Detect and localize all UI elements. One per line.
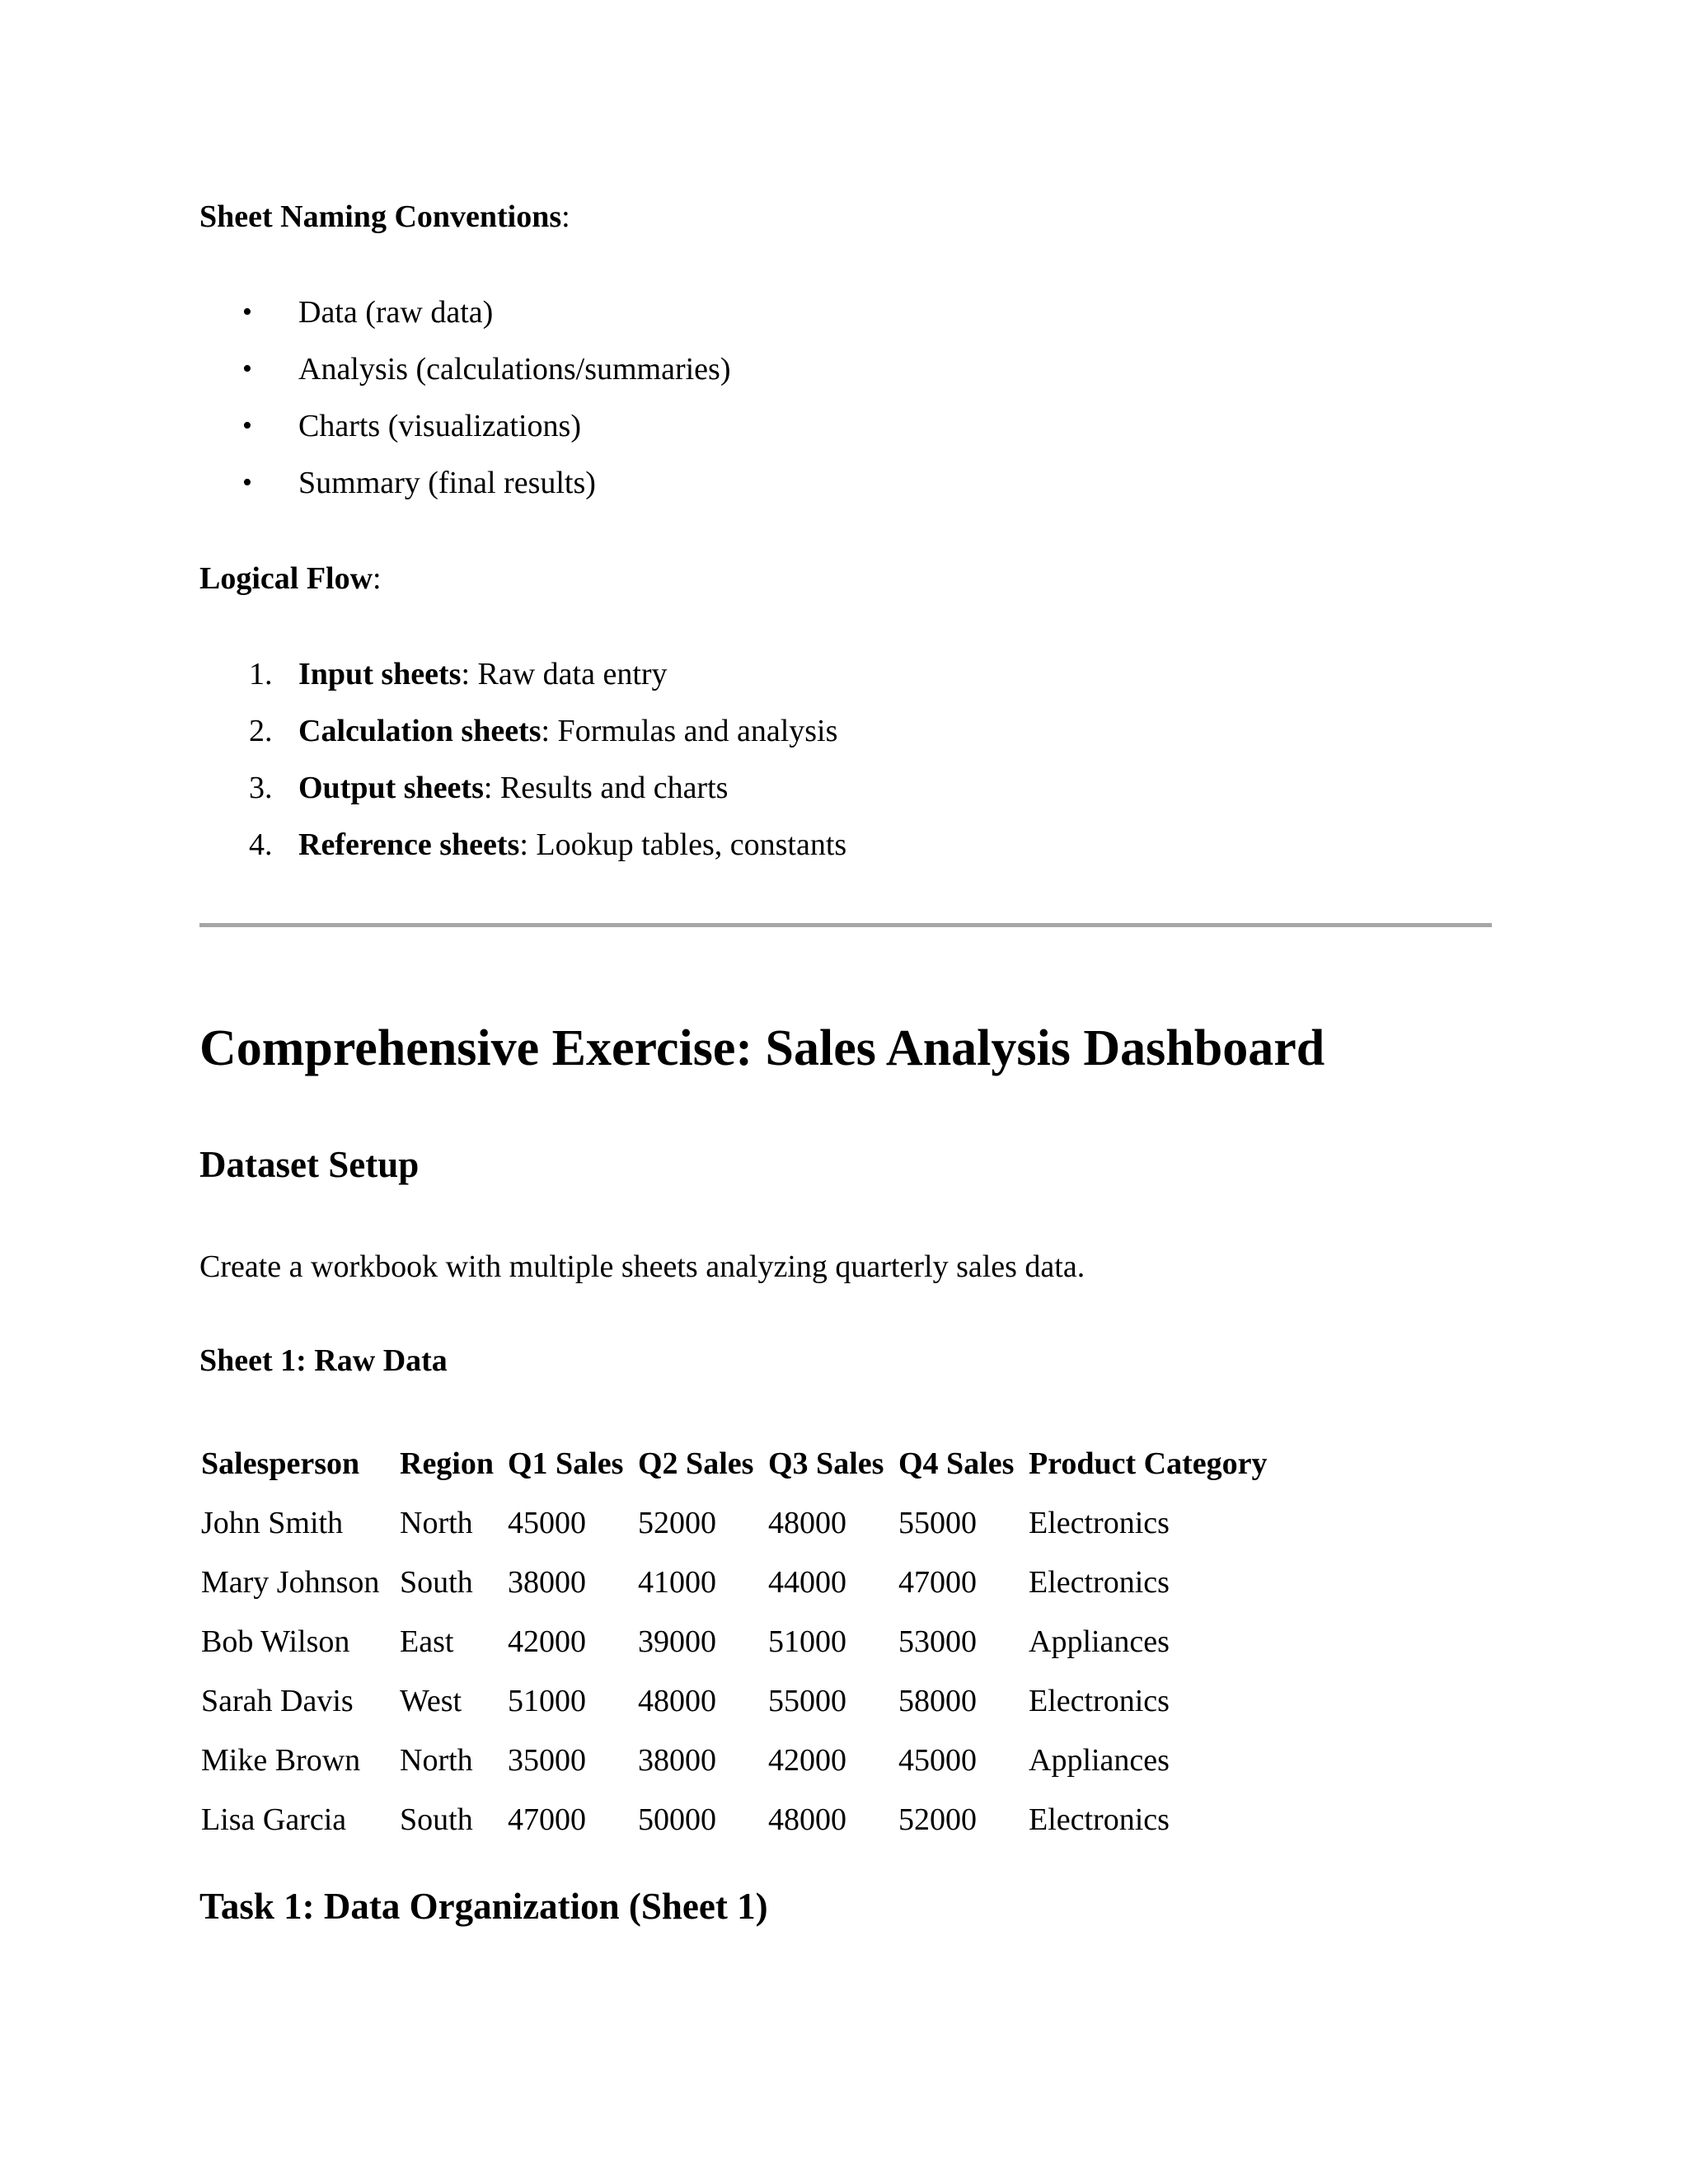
table-cell: John Smith — [201, 1506, 344, 1540]
list-item-text — [298, 769, 728, 807]
list-item-text: Data (raw data) — [298, 295, 494, 330]
table-cell: 51000 — [768, 1624, 846, 1659]
list-item-term: Calculation sheets — [298, 714, 542, 748]
bullet-icon: • — [242, 297, 252, 327]
list-item-text — [298, 655, 668, 693]
table-cell: 41000 — [638, 1565, 716, 1600]
bullet-icon: • — [242, 354, 252, 384]
table-cell: 35000 — [508, 1743, 586, 1778]
column-header: Q2 Sales — [638, 1446, 754, 1481]
list-number: 4. — [249, 827, 273, 862]
table-cell: South — [400, 1802, 473, 1837]
table-cell: Electronics — [1029, 1684, 1170, 1718]
list-item-text: Analysis (calculations/summaries) — [298, 352, 731, 387]
bullet-icon: • — [242, 410, 252, 441]
table-row — [201, 1493, 1292, 1553]
table-cell: 52000 — [898, 1802, 977, 1837]
list-item-text — [298, 712, 837, 750]
table-row — [201, 1612, 1292, 1671]
table-cell: 48000 — [638, 1684, 716, 1718]
table-cell: Bob Wilson — [201, 1624, 350, 1659]
list-item-description: : Formulas and analysis — [541, 714, 838, 748]
logical-flow-heading-text: Logical Flow — [199, 561, 373, 596]
table-header-row — [201, 1434, 1292, 1493]
table-cell: 51000 — [508, 1684, 586, 1718]
table-row — [201, 1671, 1292, 1731]
table-cell: 55000 — [768, 1684, 846, 1718]
column-header: Product Category — [1029, 1446, 1268, 1481]
dataset-setup-heading: Dataset Setup — [199, 1144, 420, 1185]
column-header: Q1 Sales — [508, 1446, 624, 1481]
table-cell: 45000 — [508, 1506, 586, 1540]
list-item-text: Charts (visualizations) — [298, 409, 581, 443]
table-cell: North — [400, 1743, 473, 1778]
table-cell: Lisa Garcia — [201, 1802, 347, 1837]
table-cell: Mary Johnson — [201, 1565, 380, 1600]
table-cell: Sarah Davis — [201, 1684, 354, 1718]
list-item-description: : Raw data entry — [461, 657, 668, 691]
table-cell: Electronics — [1029, 1506, 1170, 1540]
list-item-text: Summary (final results) — [298, 466, 596, 500]
table-cell: Mike Brown — [201, 1743, 361, 1778]
bullet-icon: • — [242, 467, 252, 498]
table-cell: 47000 — [898, 1565, 977, 1600]
list-number: 3. — [249, 771, 273, 805]
column-header: Salesperson — [201, 1446, 360, 1481]
page-title: Comprehensive Exercise: Sales Analysis Dashboard — [199, 1020, 1325, 1076]
table-cell: 38000 — [508, 1565, 586, 1600]
sheet-naming-heading-text: Sheet Naming Conventions — [199, 199, 562, 234]
table-cell: 50000 — [638, 1802, 716, 1837]
table-cell: 53000 — [898, 1624, 977, 1659]
list-item-term: Reference sheets — [298, 827, 520, 862]
sheet-naming-heading-colon: : — [561, 199, 570, 234]
table-cell: Appliances — [1029, 1624, 1170, 1659]
table-cell: North — [400, 1506, 473, 1540]
table-cell: 42000 — [508, 1624, 586, 1659]
table-cell: 47000 — [508, 1802, 586, 1837]
table-cell: South — [400, 1565, 473, 1600]
table-cell: 38000 — [638, 1743, 716, 1778]
list-item-term: Output sheets — [298, 771, 484, 805]
column-header: Q4 Sales — [898, 1446, 1015, 1481]
table-cell: 58000 — [898, 1684, 977, 1718]
table-row — [201, 1731, 1292, 1790]
list-number: 1. — [249, 657, 273, 691]
table-cell: Appliances — [1029, 1743, 1170, 1778]
table-cell: East — [400, 1624, 454, 1659]
sheet-naming-heading — [199, 198, 570, 236]
task1-heading: Task 1: Data Organization (Sheet 1) — [199, 1886, 768, 1927]
logical-flow-heading-colon: : — [373, 561, 382, 596]
table-cell: 45000 — [898, 1743, 977, 1778]
table-row — [201, 1553, 1292, 1612]
table-row — [201, 1790, 1292, 1849]
sheet1-heading: Sheet 1: Raw Data — [199, 1343, 448, 1378]
table-cell: Electronics — [1029, 1565, 1170, 1600]
raw-data-table — [201, 1434, 1292, 1849]
table-cell: 48000 — [768, 1506, 846, 1540]
list-item-text — [298, 826, 846, 864]
table-cell: 55000 — [898, 1506, 977, 1540]
table-cell: 42000 — [768, 1743, 846, 1778]
list-item-description: : Lookup tables, constants — [519, 827, 847, 862]
table-cell: 39000 — [638, 1624, 716, 1659]
column-header: Q3 Sales — [768, 1446, 884, 1481]
list-item-term: Input sheets — [298, 657, 462, 691]
logical-flow-heading — [199, 560, 382, 598]
table-cell: 52000 — [638, 1506, 716, 1540]
horizontal-divider — [199, 923, 1492, 927]
list-item-description: : Results and charts — [483, 771, 729, 805]
table-cell: 48000 — [768, 1802, 846, 1837]
list-number: 2. — [249, 714, 273, 748]
table-cell: 44000 — [768, 1565, 846, 1600]
table-cell: West — [400, 1684, 462, 1718]
intro-paragraph: Create a workbook with multiple sheets analyzing quarterly sales data. — [199, 1249, 1085, 1284]
column-header: Region — [400, 1446, 494, 1481]
table-cell: Electronics — [1029, 1802, 1170, 1837]
